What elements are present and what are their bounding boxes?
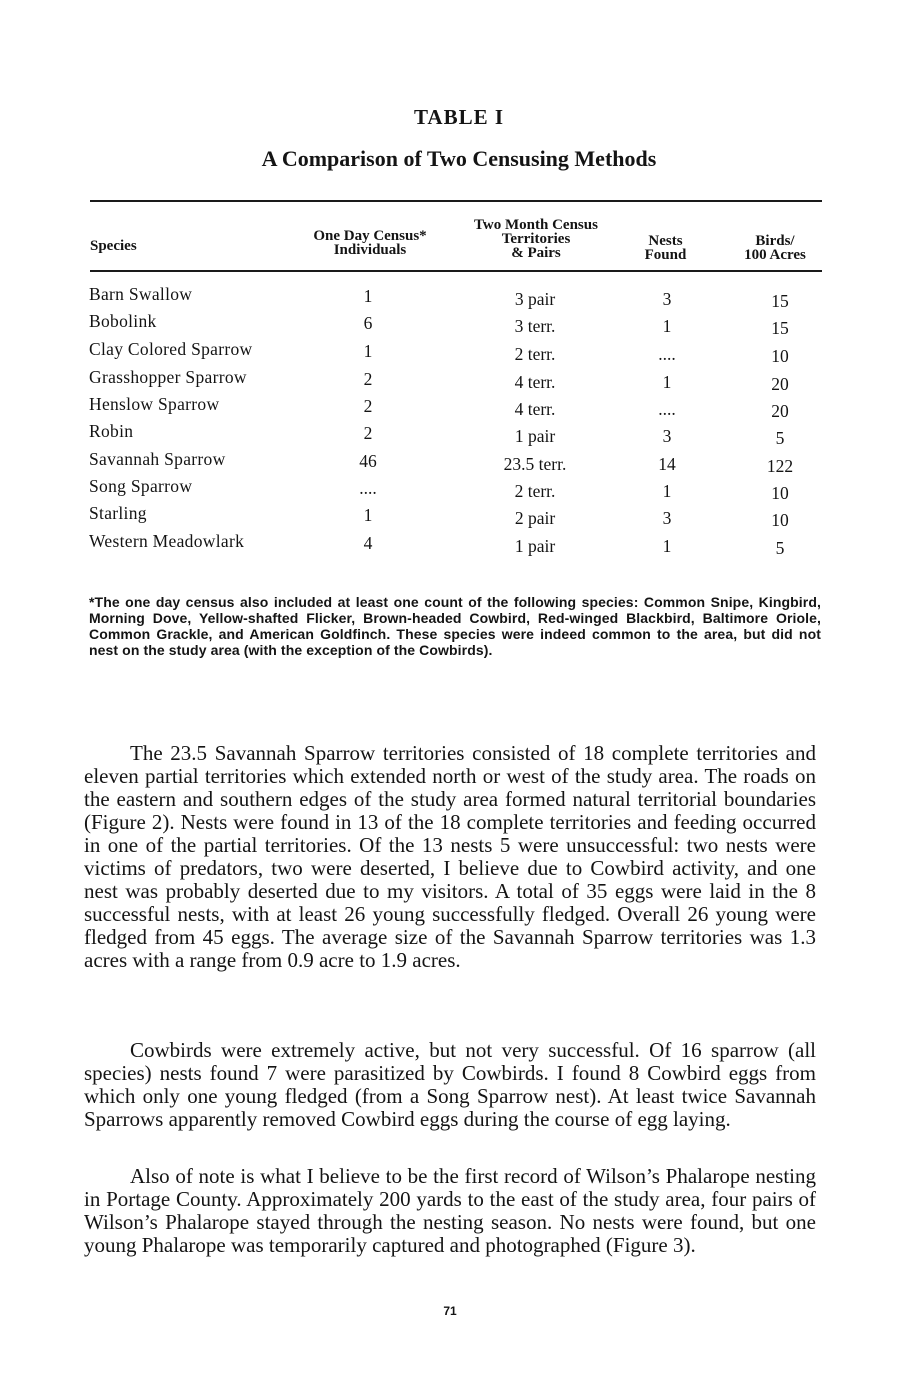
cell-one-day: 4 — [363, 533, 373, 553]
cell-birds: 5 — [775, 428, 785, 448]
header-line: Territories — [501, 231, 571, 247]
body-paragraph — [84, 1165, 816, 1257]
paragraph-text: The 23.5 Savannah Sparrow territories consisted of 18 complete territories and eleven partial territories which extended north or west of the study area. The roads on the eastern and southern edges of the study area formed natural territorial boundaries (Figure 2). Nests were found in 13 of the 18 complete territories and feeding occurred in one of the partial territories. Of the 13 nests 5 were unsuccessful: two nests were victims of predators, two were deserted, I believe due to Cowbird activity, and one nest was probably deserted due to my visitors. A total of 35 eggs were laid in the 8 successful nests, with at least 26 young successfully fledged. Overall 26 young were fledged from 45 eggs. The average size of the Savannah Sparrow territories was 1.3 acres with a range from 0.9 acre to 1.9 acres. — [84, 741, 816, 972]
cell-nests: .... — [658, 344, 676, 364]
header-species — [90, 239, 137, 253]
cell-one-day: 1 — [363, 505, 373, 525]
cell-birds: 5 — [775, 538, 785, 558]
cell-two-month: 2 terr. — [514, 344, 556, 364]
header-line: Individuals — [333, 242, 407, 258]
header-two-month-census — [450, 218, 622, 260]
table-row — [0, 394, 900, 421]
cell-two-month: 4 terr. — [514, 372, 556, 392]
cell-nests: 1 — [662, 536, 672, 556]
cell-two-month: 3 pair — [514, 289, 556, 309]
cell-nests: 14 — [658, 454, 676, 474]
table-heading: TABLE I — [413, 105, 505, 129]
cell-species: Robin — [89, 421, 134, 441]
header-line: One Day Census* — [313, 228, 427, 244]
cell-two-month: 23.5 terr. — [503, 454, 567, 474]
header-line: Nests — [648, 233, 683, 249]
cell-species: Barn Swallow — [89, 284, 193, 304]
cell-species: Bobolink — [89, 311, 157, 331]
cell-birds: 15 — [771, 291, 789, 311]
table-top-rule — [90, 200, 822, 202]
cell-two-month: 2 terr. — [514, 481, 556, 501]
header-line: Birds/ — [755, 233, 795, 249]
table-row — [0, 503, 900, 530]
cell-two-month: 1 pair — [514, 536, 556, 556]
cell-nests: 1 — [662, 372, 672, 392]
table-row — [0, 531, 900, 558]
header-line: Two Month Census — [474, 217, 598, 233]
table-row — [0, 339, 900, 366]
header-line: 100 Acres — [744, 247, 806, 263]
cell-birds: 20 — [771, 374, 789, 394]
cell-species: Savannah Sparrow — [89, 449, 226, 469]
header-nests-found — [628, 234, 703, 262]
body-paragraph — [84, 742, 816, 972]
table-row — [0, 421, 900, 448]
table-row — [0, 367, 900, 394]
header-birds-per-100-acres — [730, 234, 820, 262]
table-header-rule — [90, 270, 822, 272]
cell-species: Henslow Sparrow — [89, 394, 220, 414]
cell-birds: 10 — [771, 510, 789, 530]
cell-nests: 3 — [662, 508, 672, 528]
table-footnote: *The one day census also included at least one count of the following species: Common Snipe, Kingbird, Morning Dove, Yellow-shafted Flicker, Brown-headed Cowbird, Red-winged Blackbird, Baltimore Oriole, Common Grackle, and American Goldfinch. These species were indeed common to the area, but did not nest on the study area (with the exception of the Cowbirds). — [89, 594, 821, 658]
table-caption: A Comparison of Two Censusing Methods — [261, 146, 657, 171]
page-number: 71 — [443, 1304, 457, 1318]
table-row — [0, 284, 900, 311]
table-row — [0, 311, 900, 338]
header-one-day-census — [285, 229, 455, 257]
header-species-label: Species — [90, 238, 137, 254]
header-line: Found — [644, 247, 687, 263]
cell-birds: 10 — [771, 483, 789, 503]
cell-species: Clay Colored Sparrow — [89, 339, 253, 359]
cell-two-month: 4 terr. — [514, 399, 556, 419]
cell-birds: 10 — [771, 346, 789, 366]
cell-nests: 1 — [662, 481, 672, 501]
cell-one-day: 2 — [363, 423, 373, 443]
paragraph-text: Cowbirds were extremely active, but not very successful. Of 16 sparrow (all species) nests found 7 were parasitized by Cowbirds. I found 8 Cowbird eggs from which only one young fledged (from a Song Sparrow nest). At least twice Savannah Sparrows apparently removed Cowbird eggs during the course of egg laying. — [84, 1038, 816, 1131]
cell-species: Song Sparrow — [89, 476, 193, 496]
cell-birds: 122 — [766, 456, 794, 476]
cell-one-day: 2 — [363, 396, 373, 416]
cell-birds: 20 — [771, 401, 789, 421]
cell-nests: 3 — [662, 289, 672, 309]
cell-species: Western Meadowlark — [89, 531, 245, 551]
cell-one-day: 1 — [363, 341, 373, 361]
cell-two-month: 2 pair — [514, 508, 556, 528]
table-row — [0, 476, 900, 503]
cell-nests: .... — [658, 399, 676, 419]
cell-two-month: 3 terr. — [514, 316, 556, 336]
cell-one-day: 2 — [363, 369, 373, 389]
cell-two-month: 1 pair — [514, 426, 556, 446]
cell-nests: 1 — [662, 316, 672, 336]
cell-species: Starling — [89, 503, 147, 523]
cell-nests: 3 — [662, 426, 672, 446]
cell-birds: 15 — [771, 318, 789, 338]
header-line: & Pairs — [511, 245, 561, 261]
table-row — [0, 449, 900, 476]
cell-one-day: 1 — [363, 286, 373, 306]
cell-one-day: 6 — [363, 313, 373, 333]
cell-one-day: .... — [359, 478, 377, 498]
paragraph-text: Also of note is what I believe to be the first record of Wilson’s Phalarope nesting in Portage County. Approximately 200 yards to the east of the study area, four pairs of Wilson’s Phalarope stayed through the nesting season. No nests were found, but one young Phalarope was temporarily captured and photographed (Figure 3). — [84, 1164, 816, 1257]
cell-species: Grasshopper Sparrow — [89, 367, 247, 387]
body-paragraph — [84, 1039, 816, 1131]
cell-one-day: 46 — [359, 451, 377, 471]
